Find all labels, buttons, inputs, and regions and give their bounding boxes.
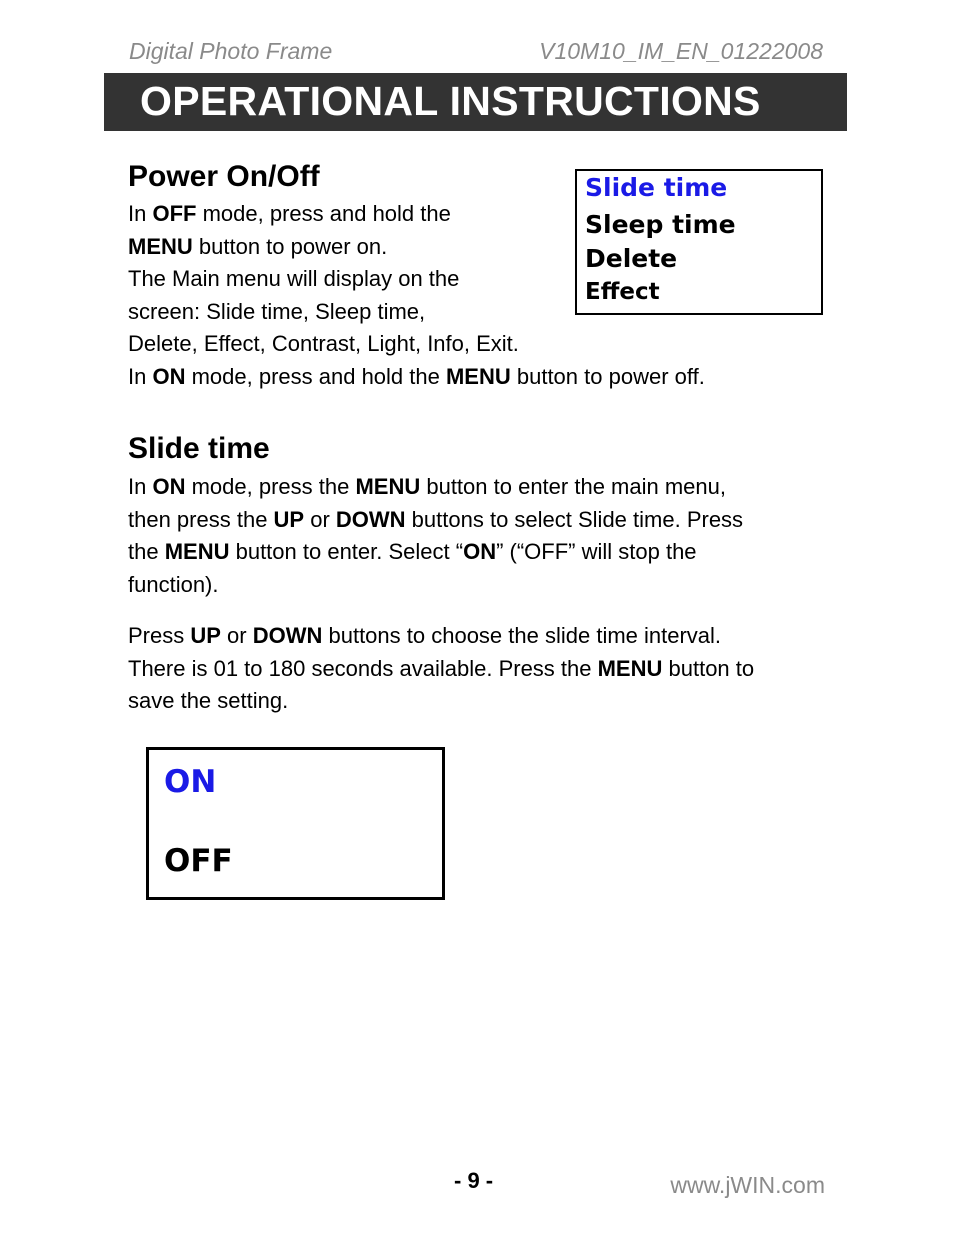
slide-p1-line-1: In ON mode, press the MENU button to enter the main menu, <box>128 474 726 499</box>
power-line-1: In OFF mode, press and hold the <box>128 201 451 226</box>
onoff-menu-screenshot <box>146 747 445 900</box>
slide-p1-line-2: then press the UP or DOWN buttons to select Slide time. Press <box>128 506 744 532</box>
menu-item-sleep-time: Sleep time <box>585 210 736 239</box>
header-doc-title: Digital Photo Frame <box>129 38 333 64</box>
option-on: ON <box>164 764 217 800</box>
slide-p1-line-3: the MENU button to enter. Select “ON” (“OFF” will stop the <box>128 539 697 564</box>
slide-p2-line-3: save the setting. <box>128 688 289 713</box>
power-line-2: MENU button to power on. <box>128 233 388 259</box>
power-line-3: The Main menu will display on the <box>128 266 460 291</box>
main-menu-screenshot <box>575 169 823 315</box>
slide-heading: Slide time <box>128 432 270 465</box>
menu-item-delete: Delete <box>585 244 678 273</box>
section-title-bar <box>104 73 847 131</box>
page-number: - 9 - <box>454 1168 494 1193</box>
slide-paragraph-2 <box>128 620 754 718</box>
slide-p1-line-4: function). <box>128 571 219 597</box>
footer-url: www.jWIN.com <box>670 1172 825 1198</box>
slide-p2-line-2: There is 01 to 180 seconds available. Press the MENU button to <box>128 655 755 681</box>
power-heading: Power On/Off <box>128 160 320 193</box>
slide-paragraph-1 <box>128 471 743 601</box>
power-line-5: Delete, Effect, Contrast, Light, Info, Exit. <box>128 331 519 356</box>
power-line-6: In ON mode, press and hold the MENU button to power off. <box>128 363 705 389</box>
section-title: OPERATIONAL INSTRUCTIONS <box>140 78 761 124</box>
header-doc-code: V10M10_IM_EN_01222008 <box>539 38 823 64</box>
option-off: OFF <box>164 843 233 879</box>
menu-item-slide-time: Slide time <box>585 173 728 202</box>
menu-item-effect: Effect <box>585 279 660 305</box>
power-line-4: screen: Slide time, Sleep time, <box>128 298 426 324</box>
slide-p2-line-1: Press UP or DOWN buttons to choose the slide time interval. <box>128 623 722 648</box>
